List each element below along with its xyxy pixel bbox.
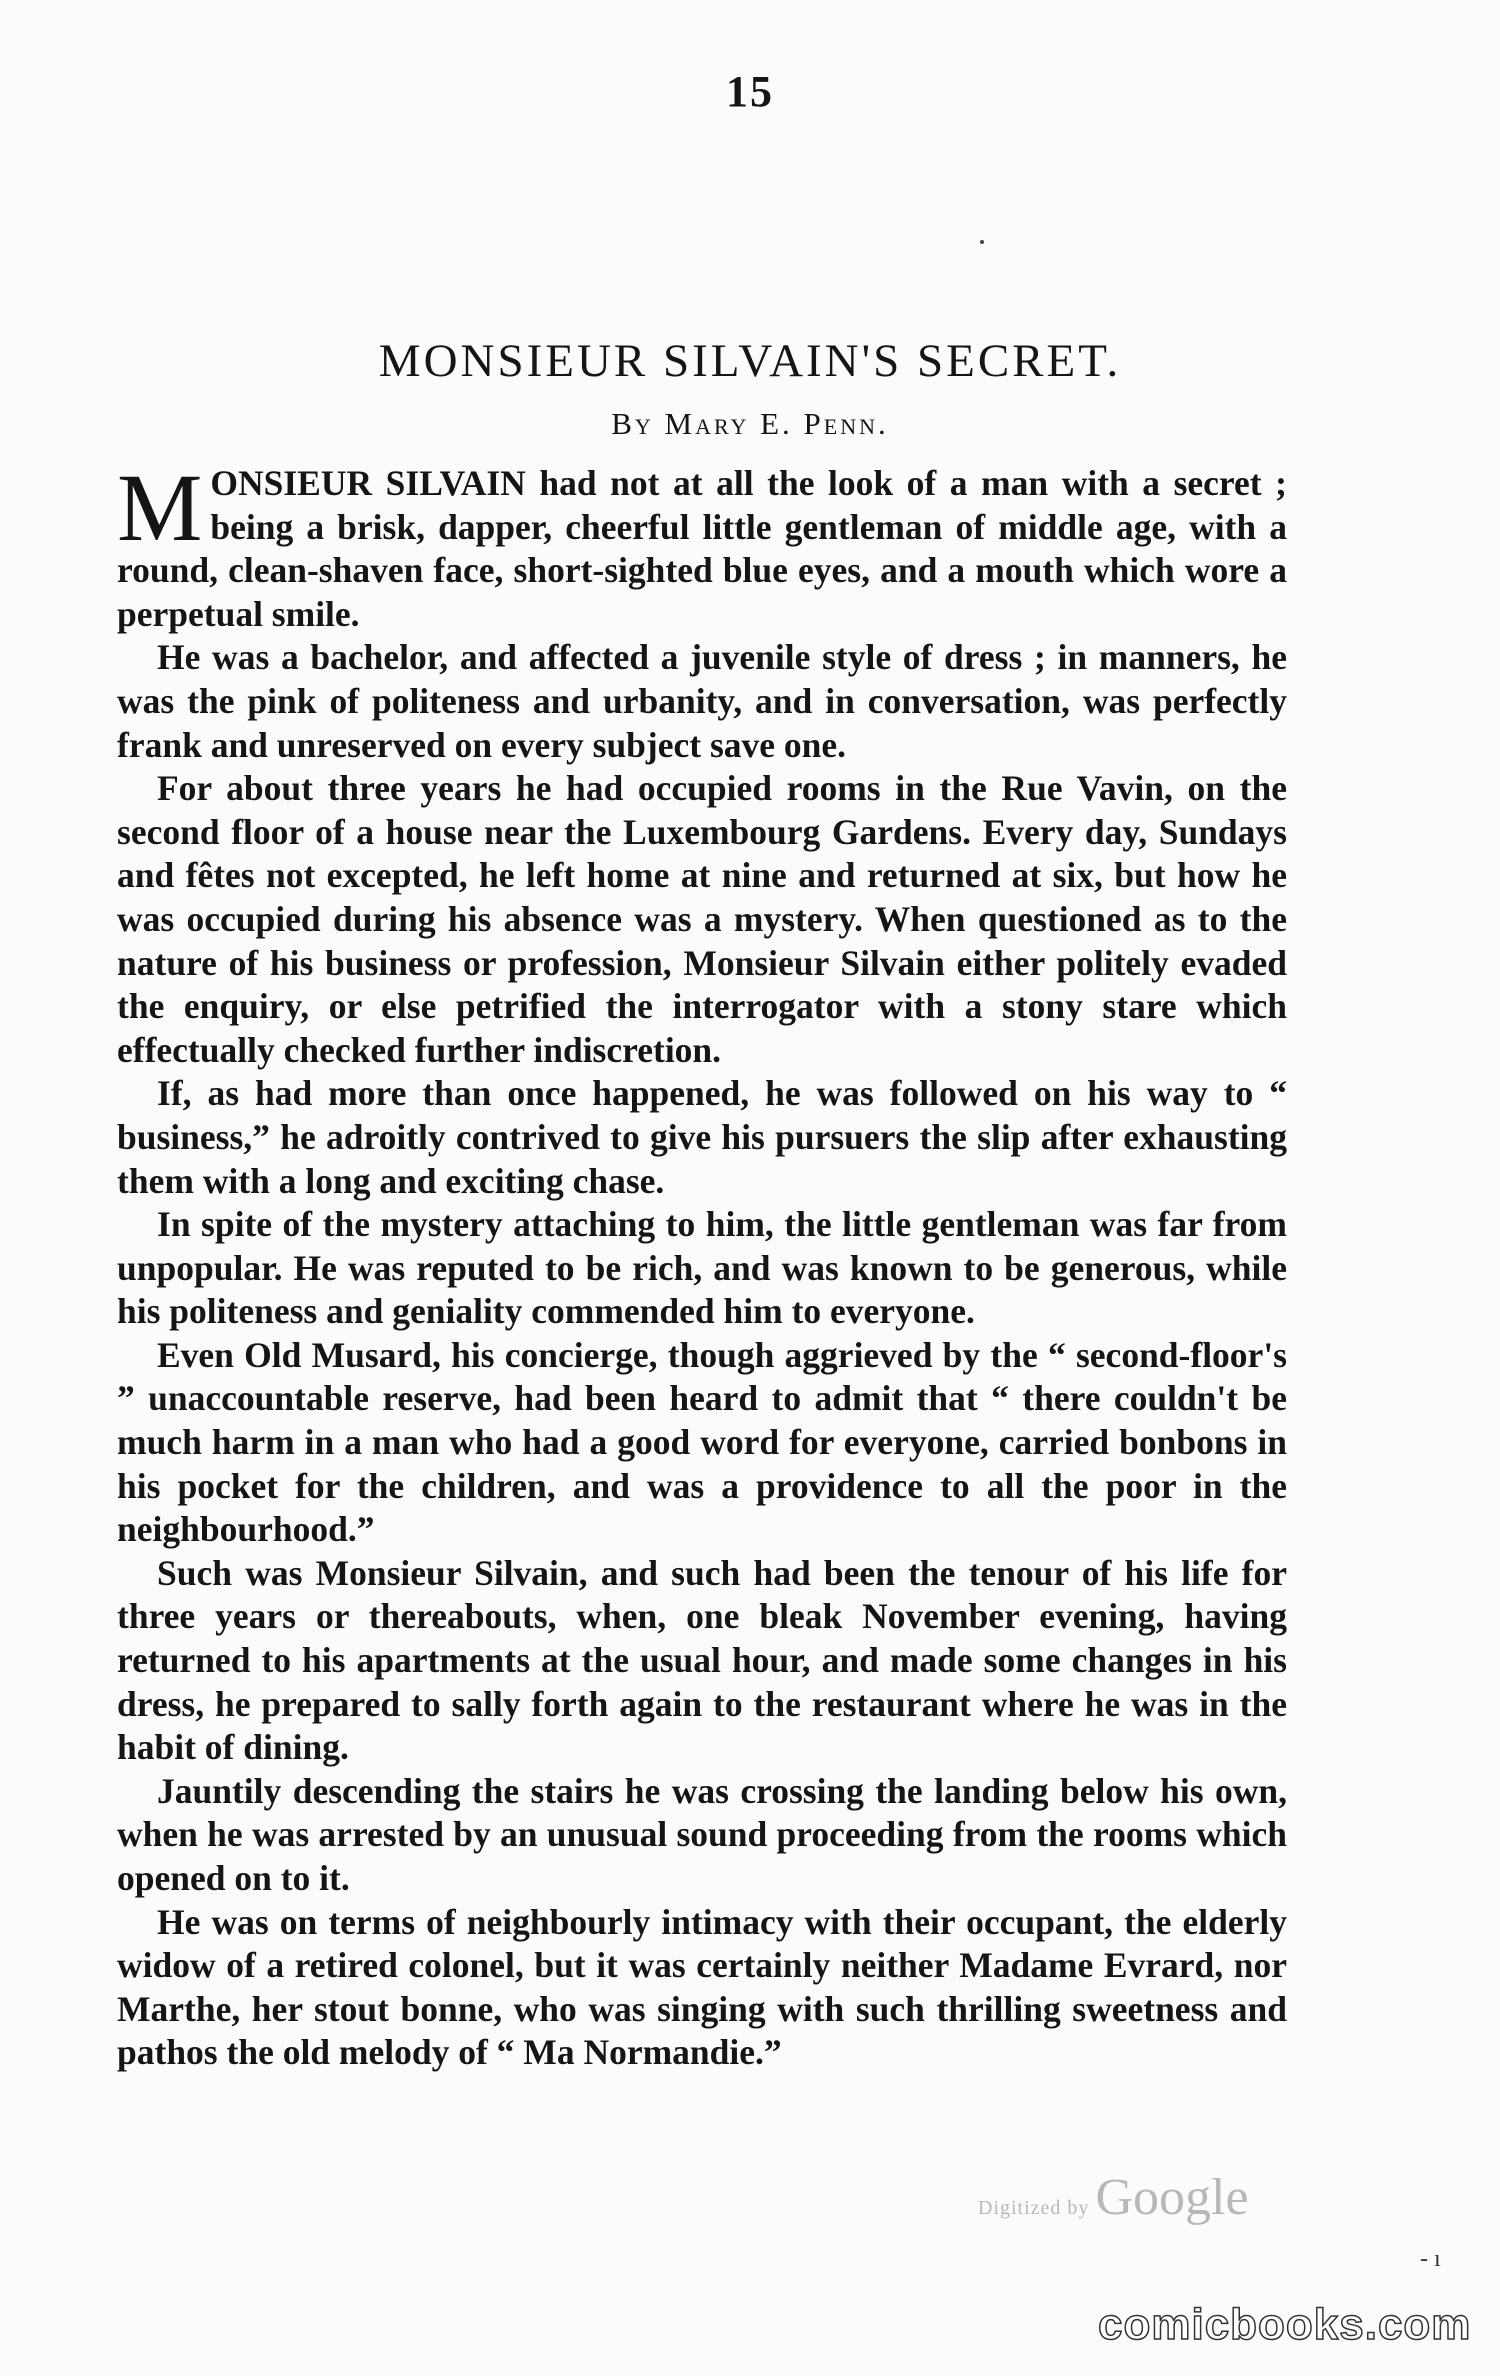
page-number: 15 — [726, 67, 774, 116]
paragraph-3: For about three years he had occupied rooms in the Rue Vavin, on the second floor of a house near the Luxembourg Gardens. Every day, Sundays and fêtes not excepted, he left home at nine and returned at six, but how he was occupied during his absence was a mystery. When questioned as to the nature of his business or profession, Monsieur Silvain either politely evaded the enquiry, or else petrified the interrogator with a stony stare which effectually checked further indiscretion. — [117, 768, 1287, 1070]
paragraph-5: In spite of the mystery attaching to him, the little gentleman was far from unpopular. He was reputed to be rich, and was known to be generous, while his politeness and geniality commended him to everyone. — [117, 1204, 1287, 1332]
digitized-by-label: Digitized by — [978, 2197, 1090, 2219]
paragraph-2: He was a bachelor, and affected a juvenile style of dress ; in manners, he was the pink of politeness and urbanity, and in conversation, was perfectly frank and unreserved on every subject save one. — [117, 637, 1287, 765]
scan-speck — [980, 240, 984, 244]
digitized-by-google-mark — [978, 2168, 1249, 2227]
drop-cap: M — [117, 454, 203, 561]
paragraph-6: Even Old Musard, his concierge, though aggrieved by the “ second-floor's ” unaccountable reserve, had been heard to admit that “ there couldn't be much harm in a man who had a good word for everyone, carried bonbons in his pocket for the children, and was a providence to all the poor in the neighbourhood.” — [117, 1334, 1287, 1550]
opening-text: ONSIEUR SILVAIN had not at all the look of a man with a secret ; being a brisk, dapper, cheerful little gentleman of middle age, with a round, clean-shaven face, short-sighted blue eyes, and a mouth which wore a perpetual smile. — [117, 463, 1287, 634]
story-title: MONSIEUR SILVAIN'S SECRET. — [378, 335, 1122, 387]
site-watermark: comicbooks.com — [1098, 2300, 1472, 2349]
story-body — [117, 454, 1287, 2075]
paragraph-8: Jauntily descending the stairs he was crossing the landing below his own, when he was arrested by an unusual sound proceeding from the rooms which opened on to it. — [117, 1770, 1287, 1898]
scan-edge-marks: - ı — [1420, 2246, 1441, 2272]
opening-paragraph — [117, 454, 1287, 636]
paragraph-4: If, as had more than once happened, he was followed on his way to “ business,” he adroitly contrived to give his pursuers the slip after exhausting them with a long and exciting chase. — [117, 1073, 1287, 1201]
paragraph-7: Such was Monsieur Silvain, and such had been the tenour of his life for three years or thereabouts, when, one bleak November evening, having returned to his apartments at the usual hour, and made some changes in his dress, he prepared to sally forth again to the restaurant where he was in the habit of dining. — [117, 1552, 1287, 1768]
byline: By Mary E. Penn. — [611, 406, 889, 441]
paragraph-9: He was on terms of neighbourly intimacy with their occupant, the elderly widow of a retired colonel, but it was certainly neither Madame Evrard, nor Marthe, her stout bonne, who was singing with such thrilling sweetness and pathos the old melody of “ Ma Normandie.” — [117, 1901, 1287, 2073]
google-wordmark: Google — [1095, 2169, 1249, 2226]
